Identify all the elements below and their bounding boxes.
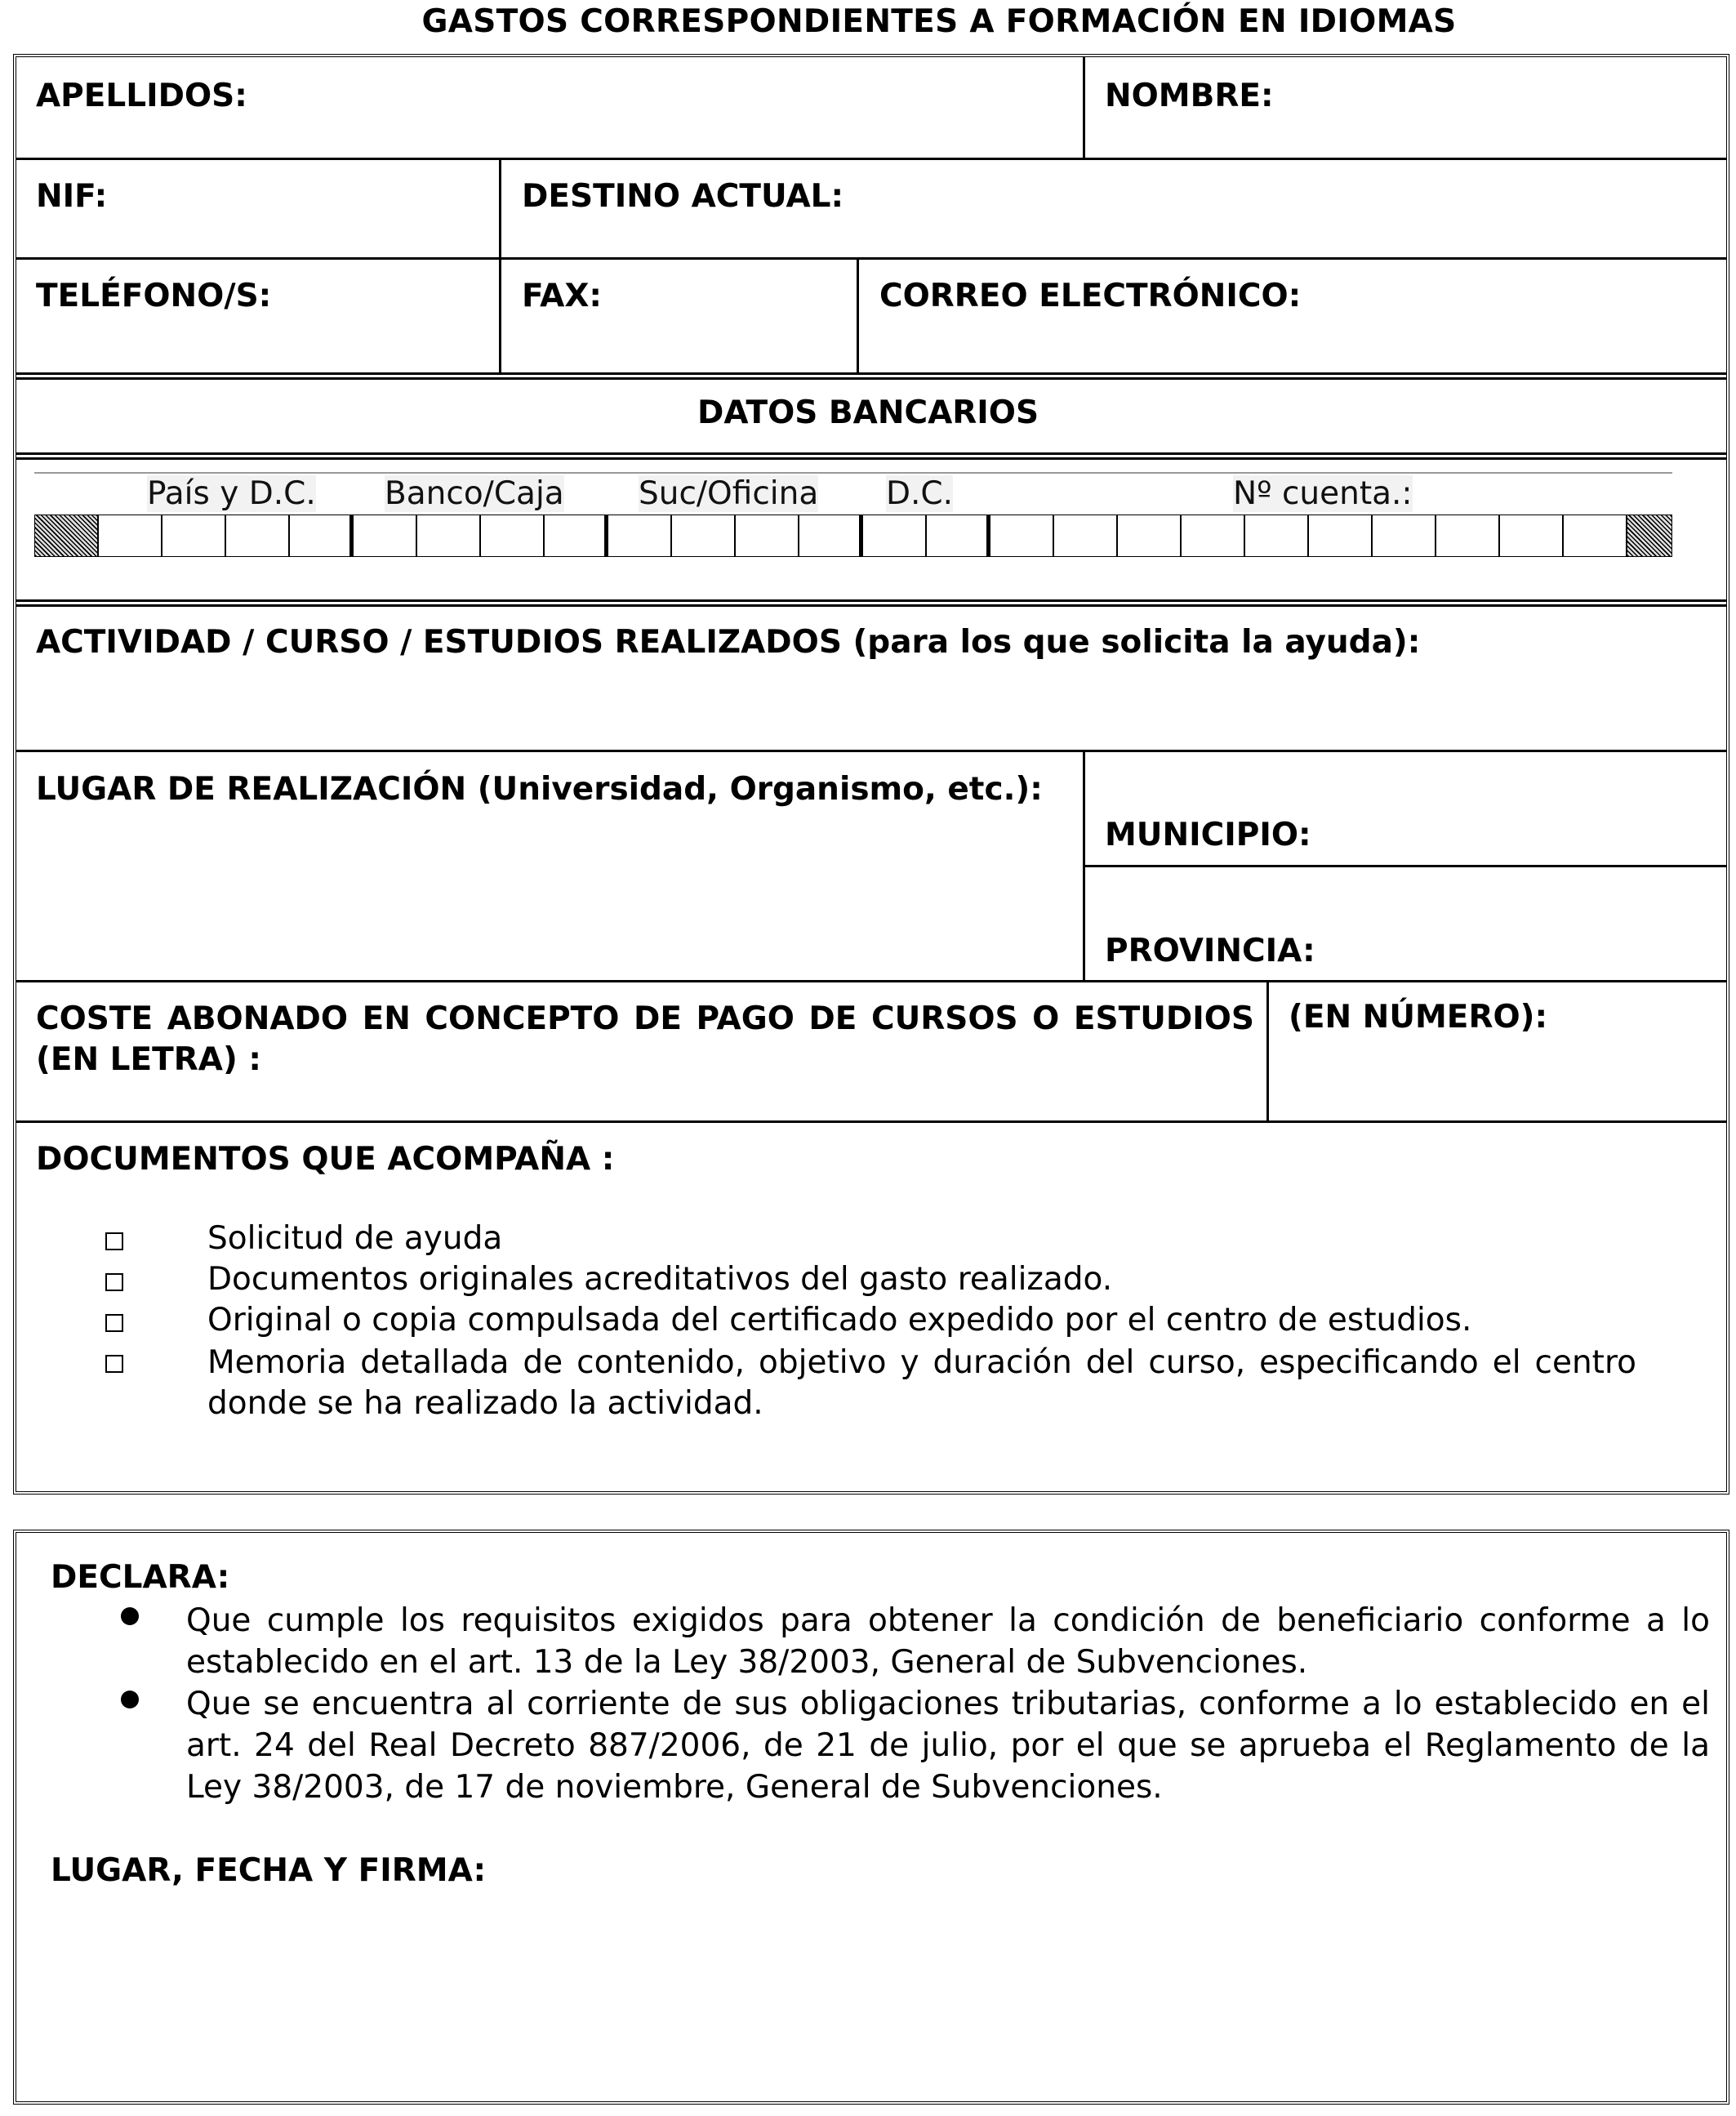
row-divider <box>16 599 1726 602</box>
bullet-icon <box>121 1607 139 1625</box>
checkbox-icon[interactable] <box>105 1273 123 1291</box>
row-divider <box>1084 865 1726 867</box>
nombre-label: NOMBRE: <box>1105 78 1274 114</box>
document-item: Solicitud de ayuda <box>207 1220 503 1257</box>
bank-cell[interactable] <box>1117 515 1181 557</box>
bank-cell[interactable] <box>544 515 608 557</box>
bank-cell[interactable] <box>98 515 162 557</box>
row-divider <box>16 750 1726 752</box>
bank-cell[interactable] <box>162 515 225 557</box>
actividad-label: ACTIVIDAD / CURSO / ESTUDIOS REALIZADOS (para los que solicita la ayuda): <box>36 624 1421 661</box>
bank-cell[interactable] <box>1436 515 1499 557</box>
row-divider <box>16 158 1726 160</box>
bank-col-pais: País y D.C. <box>147 475 316 512</box>
page-title: GASTOS CORRESPONDIENTES A FORMACIÓN EN IDIOMAS <box>421 3 1457 40</box>
bank-cell[interactable] <box>480 515 544 557</box>
bank-cell[interactable] <box>1499 515 1563 557</box>
bank-cell[interactable] <box>225 515 289 557</box>
checkbox-icon[interactable] <box>105 1314 123 1332</box>
municipio-label: MUNICIPIO: <box>1105 817 1311 853</box>
bank-guide-line <box>34 472 1672 474</box>
column-divider <box>1266 981 1269 1121</box>
bank-col-banco: Banco/Caja <box>385 475 564 512</box>
checkbox-icon[interactable] <box>105 1355 123 1373</box>
bank-cell[interactable] <box>289 515 353 557</box>
provincia-label: PROVINCIA: <box>1105 933 1315 969</box>
bank-cell-hatched <box>34 515 98 557</box>
bank-cell[interactable] <box>926 515 990 557</box>
bank-cell-hatched <box>1627 515 1672 557</box>
bank-col-cuenta: Nº cuenta.: <box>1233 475 1413 512</box>
coste-letra-label: COSTE ABONADO EN CONCEPTO DE PAGO DE CURSOS O ESTUDIOS (EN LETRA) : <box>36 1000 1254 1078</box>
bank-cell[interactable] <box>735 515 799 557</box>
correo-label: CORREO ELECTRÓNICO: <box>879 278 1302 314</box>
row-divider <box>16 257 1726 260</box>
bank-cell[interactable] <box>799 515 862 557</box>
declara-heading: DECLARA: <box>51 1559 230 1596</box>
row-divider <box>16 377 1726 380</box>
bank-col-sucursal: Suc/Oficina <box>639 475 819 512</box>
document-item: Documentos originales acreditativos del gasto realizado. <box>207 1261 1113 1298</box>
row-divider <box>16 372 1726 375</box>
declara-item: Que cumple los requisitos exigidos para obtener la condición de beneficiario conforme a lo establecido en el art. 13 de la Ley 38/2003, General de Subvenciones. <box>186 1602 1710 1681</box>
apellidos-label: APELLIDOS: <box>36 78 247 114</box>
bank-cell[interactable] <box>1181 515 1244 557</box>
row-divider <box>16 604 1726 607</box>
bank-cell[interactable] <box>1563 515 1627 557</box>
bank-col-dc: D.C. <box>886 475 954 512</box>
bank-cell[interactable] <box>862 515 926 557</box>
lugar-label: LUGAR DE REALIZACIÓN (Universidad, Organismo, etc.): <box>36 771 1043 808</box>
column-divider <box>857 258 859 373</box>
bullet-icon <box>121 1691 139 1708</box>
document-item: Original o copia compulsada del certificado expedido por el centro de estudios. <box>207 1302 1472 1339</box>
documentos-heading: DOCUMENTOS QUE ACOMPAÑA : <box>36 1141 615 1178</box>
telefono-label: TELÉFONO/S: <box>36 278 272 314</box>
bank-cell[interactable] <box>416 515 480 557</box>
bank-cell[interactable] <box>1308 515 1372 557</box>
row-divider <box>16 452 1726 455</box>
bank-cell[interactable] <box>353 515 416 557</box>
bank-account-cells <box>34 515 1672 557</box>
document-item: Memoria detallada de contenido, objetivo y duración del curso, especificando el centro donde se ha realizado la actividad. <box>207 1344 1636 1422</box>
row-divider <box>16 457 1726 460</box>
nif-label: NIF: <box>36 178 108 215</box>
bank-cell[interactable] <box>608 515 671 557</box>
coste-numero-label: (EN NÚMERO): <box>1289 999 1548 1036</box>
fax-label: FAX: <box>522 278 603 314</box>
column-divider <box>499 158 501 373</box>
bank-cell[interactable] <box>990 515 1053 557</box>
bank-cell[interactable] <box>1372 515 1436 557</box>
bank-cell[interactable] <box>1244 515 1308 557</box>
row-divider <box>16 980 1726 982</box>
bank-heading: DATOS BANCARIOS <box>697 394 1039 431</box>
column-divider <box>1083 56 1085 158</box>
bank-cell[interactable] <box>671 515 735 557</box>
checkbox-icon[interactable] <box>105 1232 123 1250</box>
column-divider <box>1083 751 1085 981</box>
declara-item: Que se encuentra al corriente de sus obligaciones tributarias, conforme a lo establecido en el art. 24 del Real Decreto 887/2006, de 21 de julio, por el que se aprueba el Reglamento de la Ley 38/2003, de 17 de noviembre, General de Subvenciones. <box>186 1686 1710 1806</box>
row-divider <box>16 1120 1726 1123</box>
destino-label: DESTINO ACTUAL: <box>522 178 844 215</box>
bank-cell[interactable] <box>1053 515 1117 557</box>
firma-label: LUGAR, FECHA Y FIRMA: <box>51 1852 487 1889</box>
